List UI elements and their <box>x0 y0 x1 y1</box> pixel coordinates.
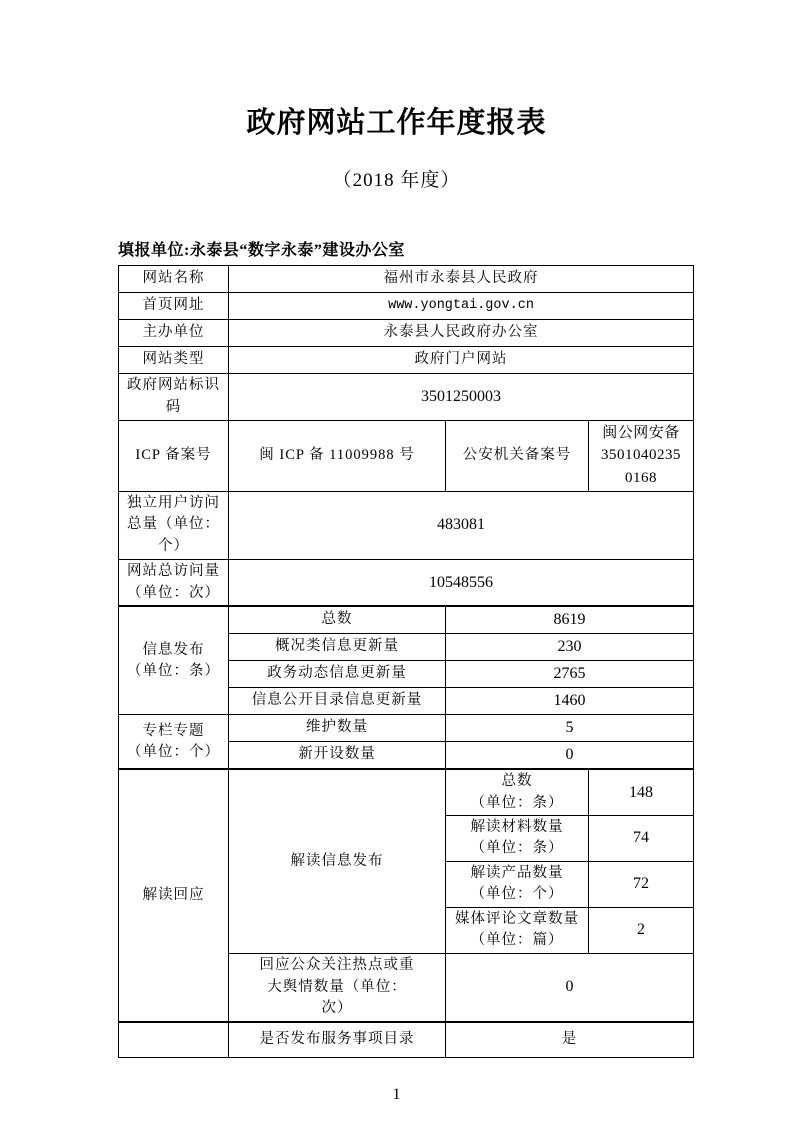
site-code-label: 政府网站标识码 <box>119 374 229 421</box>
next-section-empty-cell <box>119 1022 229 1057</box>
service-catalog-value: 是 <box>446 1022 694 1057</box>
columns-maintained-value: 5 <box>446 715 694 742</box>
unique-visitors-value: 483081 <box>229 491 694 559</box>
site-code-value: 3501250003 <box>229 374 694 421</box>
columns-new-label: 新开设数量 <box>229 742 446 770</box>
site-name-value: 福州市永泰县人民政府 <box>229 266 694 293</box>
interp-materials-label-text: 解读材料数量 <box>470 819 564 836</box>
home-url-value: www.yongtai.gov.cn <box>229 293 694 320</box>
columns-new-value: 0 <box>446 742 694 770</box>
info-overview-label: 概况类信息更新量 <box>229 634 446 661</box>
info-overview-value: 230 <box>446 634 694 661</box>
interp-total-value: 148 <box>589 769 694 815</box>
table-row <box>119 320 694 347</box>
table-row <box>119 559 694 606</box>
police-record-label: 公安机关备案号 <box>446 420 589 491</box>
interpretation-publish-label: 解读信息发布 <box>229 769 446 953</box>
info-publish-unit: （单位：条） <box>127 662 220 679</box>
table-row <box>119 293 694 320</box>
table-row <box>119 491 694 559</box>
organizer-label: 主办单位 <box>119 320 229 347</box>
info-publish-title: 信息发布 <box>142 641 205 658</box>
special-columns-unit: （单位：个） <box>127 743 220 760</box>
interp-materials-label <box>446 815 589 861</box>
table-row <box>119 420 694 491</box>
table-row <box>119 347 694 374</box>
interp-total-unit: （单位：条） <box>470 794 564 811</box>
police-record-value <box>589 420 694 491</box>
site-name-label: 网站名称 <box>119 266 229 293</box>
hot-response-label <box>229 953 446 1022</box>
info-dynamics-label: 政务动态信息更新量 <box>229 661 446 688</box>
interp-media-value: 2 <box>589 907 694 953</box>
special-columns-title: 专栏专题 <box>142 722 205 739</box>
special-columns-section-label <box>119 715 229 770</box>
info-directory-label: 信息公开目录信息更新量 <box>229 688 446 715</box>
hot-response-value: 0 <box>446 953 694 1022</box>
site-type-value: 政府门户网站 <box>229 347 694 374</box>
icp-value: 闽 ICP 备 11009988 号 <box>229 420 446 491</box>
unique-visitors-label: 独立用户访问总量（单位：个） <box>119 491 229 559</box>
info-publish-section-label <box>119 606 229 715</box>
organizer-value: 永泰县人民政府办公室 <box>229 320 694 347</box>
page-number: 1 <box>392 1085 401 1103</box>
interp-media-label <box>446 907 589 953</box>
interp-media-unit: （单位：篇） <box>470 932 564 949</box>
table-row <box>119 374 694 421</box>
home-url-label: 首页网址 <box>119 293 229 320</box>
total-visits-label: 网站总访问量（单位：次） <box>119 559 229 606</box>
interpretation-section-label: 解读回应 <box>119 769 229 1022</box>
interp-materials-unit: （单位：条） <box>470 840 564 857</box>
table-row <box>119 266 694 293</box>
table-row <box>119 606 694 634</box>
interp-materials-value: 74 <box>589 815 694 861</box>
reporting-unit: 填报单位:永泰县“数字永泰”建设办公室 <box>118 242 405 259</box>
page-title: 政府网站工作年度报表 <box>246 105 547 139</box>
interp-total-label <box>446 769 589 815</box>
info-total-label: 总数 <box>229 606 446 634</box>
police-record-value-text: 闽公网安备 35010402350168 <box>601 424 681 486</box>
interp-media-label-text: 媒体评论文章数量 <box>455 911 579 928</box>
interp-products-value: 72 <box>589 861 694 907</box>
icp-label: ICP 备案号 <box>119 420 229 491</box>
interp-products-unit: （单位：个） <box>470 886 564 903</box>
interp-products-label-text: 解读产品数量 <box>470 865 564 882</box>
service-catalog-label: 是否发布服务事项目录 <box>229 1022 446 1057</box>
table-row <box>119 1022 694 1057</box>
total-visits-value: 10548556 <box>229 559 694 606</box>
table-row <box>119 769 694 815</box>
columns-maintained-label: 维护数量 <box>229 715 446 742</box>
table-row <box>119 715 694 742</box>
hot-response-label-text: 回应公众关注热点或重大舆情数量（单位：次） <box>259 956 415 1017</box>
interp-total-label-text: 总数 <box>501 773 533 790</box>
info-total-value: 8619 <box>446 606 694 634</box>
site-type-label: 网站类型 <box>119 347 229 374</box>
interp-products-label <box>446 861 589 907</box>
info-directory-value: 1460 <box>446 688 694 715</box>
info-dynamics-value: 2765 <box>446 661 694 688</box>
page-subtitle: （2018 年度） <box>332 170 461 191</box>
report-table <box>118 265 694 1058</box>
